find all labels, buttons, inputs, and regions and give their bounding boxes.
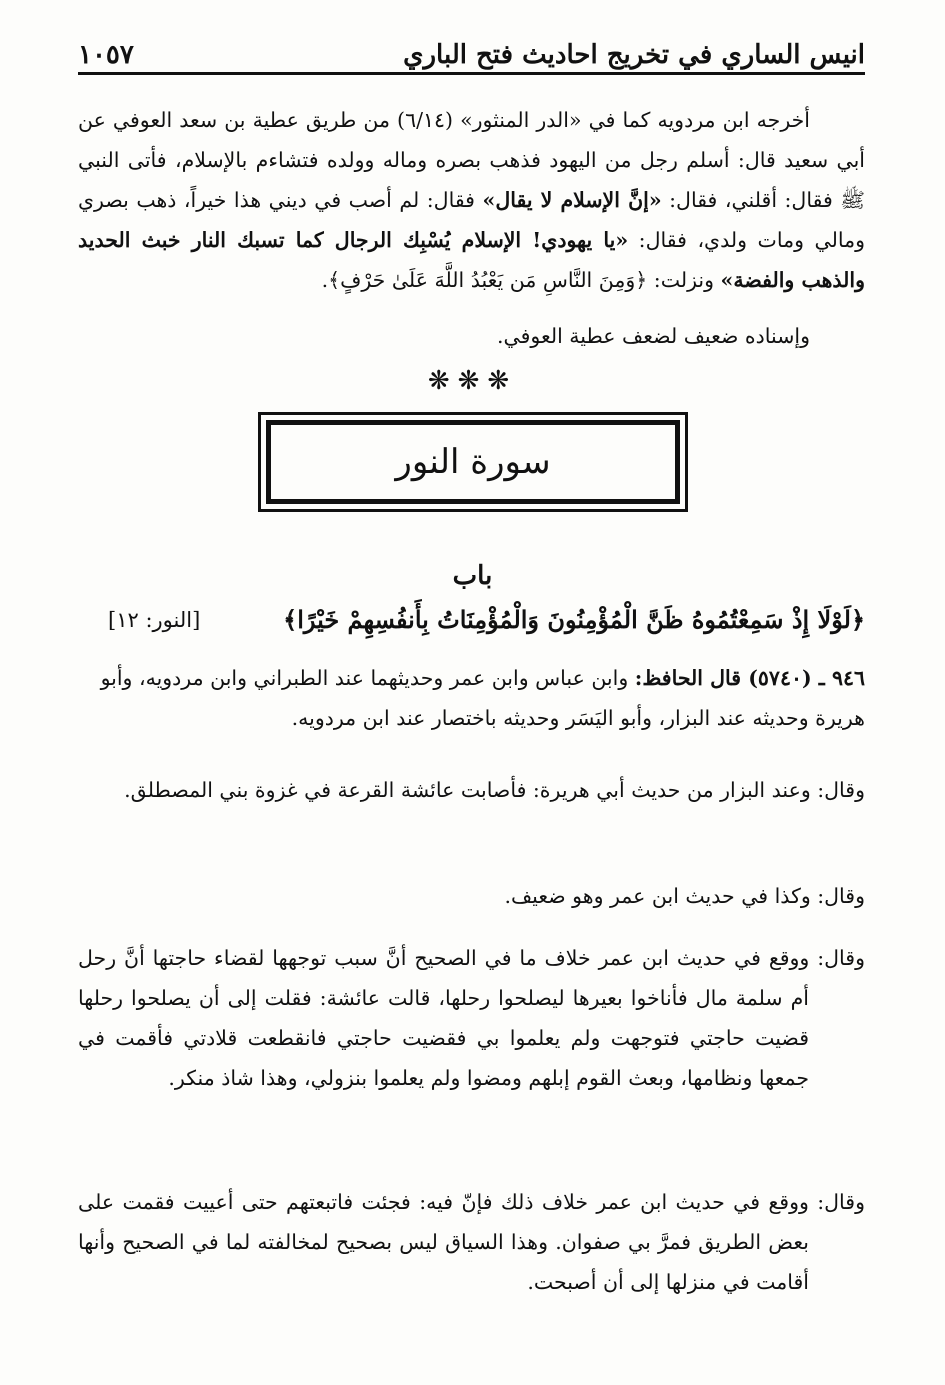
commentary-paragraph: وقال: ووقع في حديث ابن عمر خلاف ما في الصحيح أنَّ سبب توجهها لقضاء حاجتها أنَّ رحل أم سلمة مال فأناخوا بعيرها ليصلحوا رحلها، قالت عائشة: فقلت إلى أن يصلحوا رحلها قضيت حاجتي فتوجهت ولم يعلموا بي فقضيت حاجتي فانقطعت قلادتي فأقمت في جمعها ونظامها، وبعث القوم إبلهم ومضوا ولم يعلموا بنزولي، وهذا شاذ منكر.	[78, 946, 865, 1090]
intro-text-3: ونزلت: ﴿وَمِنَ النَّاسِ مَن يَعْبُدُ اللَّهَ عَلَىٰ حَرْفٍ﴾.	[321, 268, 721, 292]
hadith-quote-1: «إنَّ الإسلام لا يقال»	[482, 188, 662, 212]
hadith-entry	[78, 658, 865, 738]
commentary-paragraph: وقال: وعند البزار من حديث أبي هريرة: فأصابت عائشة القرعة في غزوة بني المصطلق.	[124, 778, 865, 802]
surah-title: سورة النور	[266, 420, 680, 504]
intro-text-2: فقال: لم أصب في ديني هذا خيراً، ذهب بصري ومالي ومات ولدي، فقال:	[78, 188, 865, 252]
commentary-paragraph: وقال: وكذا في حديث ابن عمر وهو ضعيف.	[504, 884, 865, 908]
intro-text-1: أخرجه ابن مردويه كما في «الدر المنثور» (٦/١٤) من طريق عطية بن سعد العوفي عن أبي سعيد قال: أسلم رجل من اليهود فذهب بصره وماله وولده فتشاءم بالإسلام، فأتى النبي ﷺ فقال: أقلني، فقال:	[78, 108, 866, 212]
running-title: انيس الساري في تخريج احاديث فتح الباري	[403, 40, 865, 70]
entry-number: ٩٤٦ ـ (٥٧٤٠) قال الحافظ:	[634, 666, 865, 690]
chapter-verse	[108, 598, 865, 642]
section-separator: ❋❋❋	[427, 366, 518, 396]
surah-title-frame	[258, 412, 688, 512]
page-header	[78, 32, 865, 75]
page-number: ١٠٥٧	[78, 40, 134, 70]
verse-reference: [النور: ١٢]	[108, 608, 201, 632]
commentary-paragraph: وقال: ووقع في حديث ابن عمر خلاف ذلك فإنّ فيه: فجئت فاتبعتهم حتى أعييت فقمت على بعض الطريق فمرَّ بي صفوان. وهذا السياق ليس بصحيح لمخالفته لما في الصحيح وأنها أقامت في منزلها إلى أن أصبحت.	[78, 1190, 865, 1294]
quran-verse: ﴿لَوْلَا إِذْ سَمِعْتُمُوهُ ظَنَّ الْمُؤْمِنُونَ وَالْمُؤْمِنَاتُ بِأَنفُسِهِمْ خَيْرًا﴾	[283, 605, 865, 634]
intro-paragraph	[78, 100, 865, 300]
hadith-quote-2: «يا يهودي! الإسلام يُسْبِك الرجال كما تسبك النار خبث الحديد والذهب والفضة»	[78, 228, 865, 292]
entry-text: وابن عباس وابن عمر وحديثهما عند الطبراني وابن مردويه، وأبو هريرة وحديثه عند البزار، وأبو اليَسَر وحديثه باختصار عند ابن مردويه.	[100, 666, 865, 730]
chapter-label: باب	[452, 561, 493, 591]
isnad-note: وإسناده ضعيف لضعف عطية العوفي.	[496, 324, 810, 348]
